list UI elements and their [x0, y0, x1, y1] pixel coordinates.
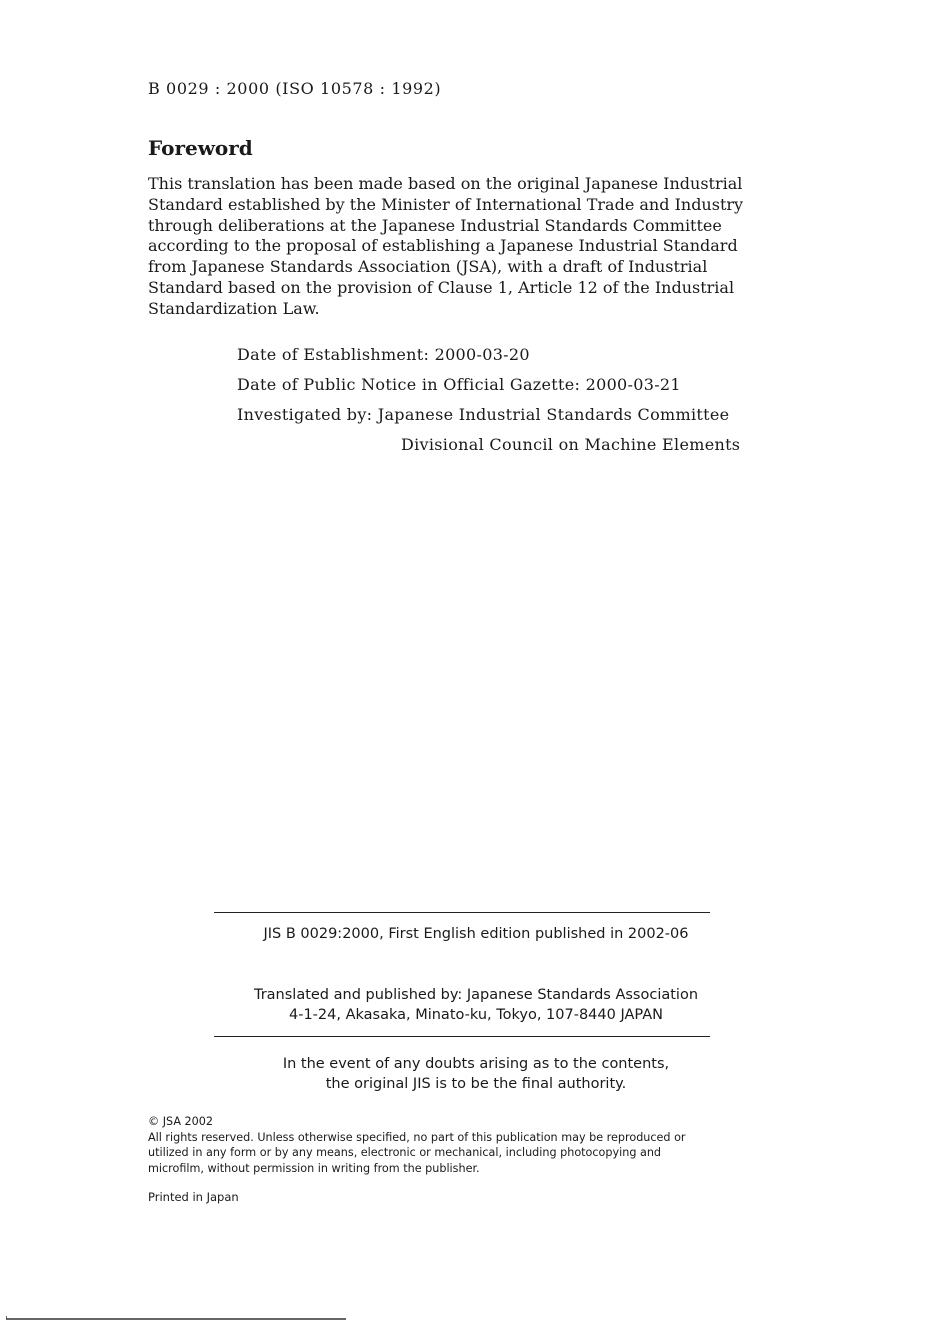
printed-in: Printed in Japan	[148, 1190, 239, 1204]
foreword-line: Standard based on the provision of Clause 1, Article 12 of the Industrial	[148, 277, 735, 297]
foreword-line: from Japanese Standards Association (JSA), with a draft of Industrial	[148, 257, 708, 277]
publisher-info	[150, 985, 802, 1025]
authority-notice	[150, 1054, 802, 1094]
standard-info	[237, 340, 797, 460]
publisher-address: 4-1-24, Akasaka, Minato-ku, Tokyo, 107-8440 JAPAN	[288, 1007, 663, 1023]
document-code: B 0029 : 2000 (ISO 10578 : 1992)	[148, 79, 442, 98]
bottom-divider	[214, 1036, 710, 1037]
date-of-public-notice: Date of Public Notice in Official Gazette: 2000-03-21	[237, 375, 681, 394]
foreword-paragraph	[148, 174, 788, 320]
copyright-symbol-line: © JSA 2002	[148, 1115, 214, 1128]
edition-statement: JIS B 0029:2000, First English edition published in 2002-06	[263, 926, 689, 942]
foreword-line: Standardization Law.	[148, 298, 320, 318]
foreword-line: Standard established by the Minister of International Trade and Industry	[148, 194, 744, 214]
publisher-line: Translated and published by: Japanese Standards Association	[253, 987, 699, 1003]
authority-line: In the event of any doubts arising as to the contents,	[282, 1056, 670, 1072]
top-divider	[214, 912, 710, 913]
copyright-line: utilized in any form or by any means, electronic or mechanical, including photocopying and	[148, 1146, 662, 1159]
investigated-by: Investigated by: Japanese Industrial Standards Committee	[237, 405, 730, 424]
copyright-notice	[148, 1114, 788, 1176]
scan-edge-artifact	[6, 1316, 346, 1320]
authority-line: the original JIS is to be the final authority.	[325, 1076, 627, 1092]
foreword-line: This translation has been made based on the original Japanese Industrial	[148, 174, 743, 193]
foreword-line: through deliberations at the Japanese Industrial Standards Committee	[148, 215, 722, 235]
foreword-line: according to the proposal of establishing a Japanese Industrial Standard	[148, 236, 738, 256]
foreword-heading: Foreword	[148, 136, 253, 160]
date-of-establishment: Date of Establishment: 2000-03-20	[237, 345, 530, 364]
copyright-line: All rights reserved. Unless otherwise specified, no part of this publication may be reproduced or	[148, 1130, 686, 1144]
copyright-line: microfilm, without permission in writing from the publisher.	[148, 1161, 480, 1175]
divisional-council: Divisional Council on Machine Elements	[401, 435, 741, 454]
